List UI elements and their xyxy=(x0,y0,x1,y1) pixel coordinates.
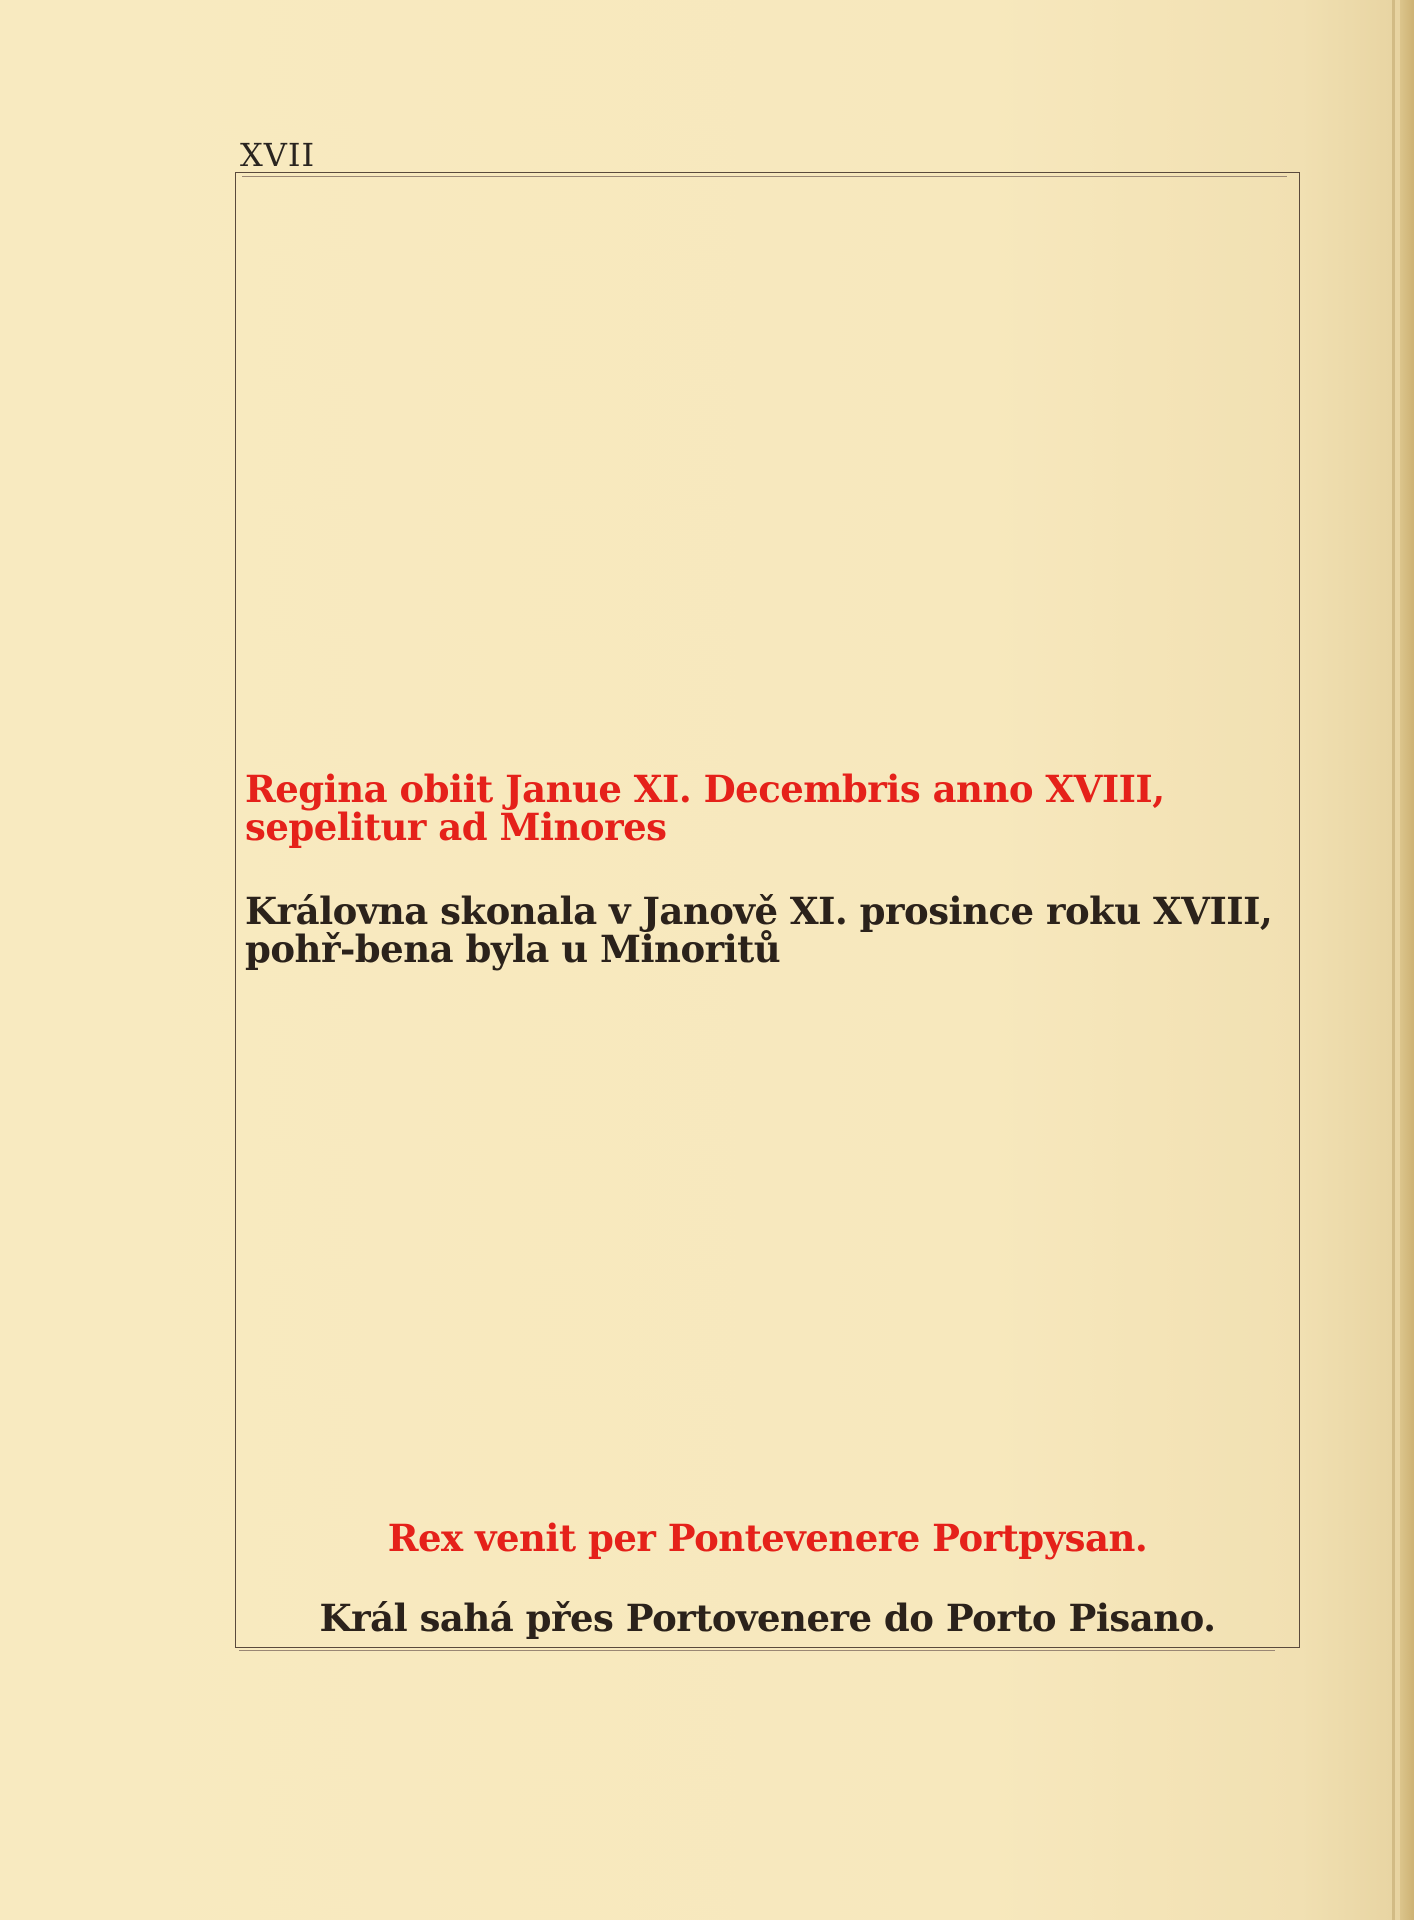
latin-caption-2: Rex venit per Pontevenere Portpysan. xyxy=(387,1516,1148,1560)
latin-caption-1: Regina obiit Janue XI. Decembris anno XVIII, sepelitur ad Minores xyxy=(245,767,1165,849)
czech-caption-2: Král sahá přes Portovenere do Porto Pisano. xyxy=(319,1596,1216,1640)
page-edge xyxy=(1400,0,1414,1920)
page-gutter-line xyxy=(1392,0,1395,1920)
page-number: XVII xyxy=(240,136,316,174)
czech-caption-1: Královna skonala v Janově XI. prosince roku XVIII, pohř-bena byla u Minoritů xyxy=(245,889,1273,971)
